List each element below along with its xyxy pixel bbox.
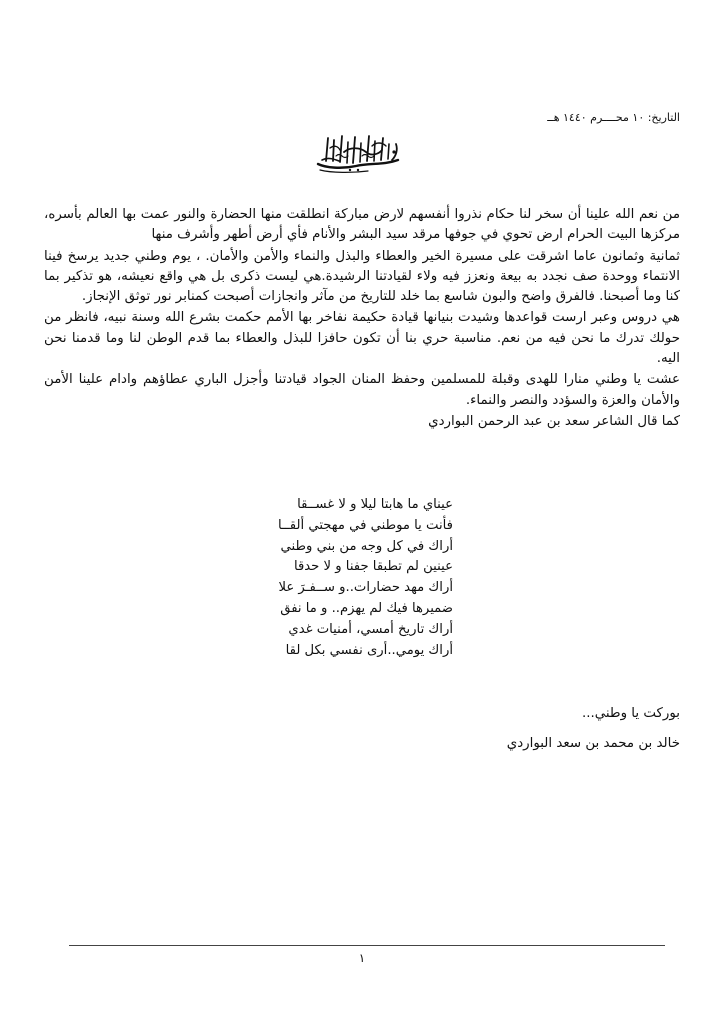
paragraph-lessons: هي دروس وعبر ارست قواعدها وشيدت بنيانها قيادة حكيمة نفاخر بها الأمم حكمت بشرع الله وسنة نبيه، فانظر من حولك تدرك ما نحن فيه من نعم. مناسبة حري بنا أن تكون حافزا للبذل والعطاء بما قدم الوطن لنا وما قدمنا نحن اليه.: [44, 310, 680, 367]
basmala-calligraphy-graphic: [312, 130, 404, 176]
paragraph-intro: من نعم الله علينا أن سخر لنا حكام نذروا أنفسهم لارض مباركة انطلقت منها الحضارة والنور عمت بها العالم بأسره، مركزها البيت الحرام ارض تحوي في جوفها مرقد سيد البشر والأنام فأي أرض أطهر وأشرف منها: [44, 207, 680, 243]
paragraph-national-day: ثمانية وثمانون عاما اشرقت على مسيرة الخير والعطاء والبذل والنماء والأمن والأمان. ، يوم وطني جديد يرسخ فينا الانتماء ووحدة صف نجدد به بيعة ونعزز فيه ولاء لقيادتنا الرشيدة.هي ليست ذكرى بل هي واقع نعيشه، هو تذكير بما كنا وما أصبحنا. فالفرق واضح والبون شاسع بما خلد للتاريخ من مآثر وانجازات أصبحت كمنابر نور توثق الإنجاز.: [44, 248, 680, 305]
poem-line: فأنت يا موطني في مهجتي ألقــا: [278, 517, 453, 533]
poem-line: أراك في كل وجه من بني وطني: [280, 538, 453, 554]
poem-line: أراك مهد حضارات..و ســفـرَ علا: [278, 580, 453, 596]
poem-line: أراك يومي..أرى نفسي بكل لقا: [285, 642, 453, 658]
poem-line: أراك تاريخ أمسي، أمنيات غدي: [288, 621, 453, 637]
author-signature: خالد بن محمد بن سعد البواردي: [506, 736, 680, 751]
paragraph-poet-intro: كما قال الشاعر سعد بن عبد الرحمن البواردي: [428, 413, 680, 429]
page-number: ١: [358, 951, 366, 965]
poem-line: عيناي ما هابتا ليلا و لا غســقا: [297, 497, 453, 512]
letter-body: [44, 205, 680, 433]
poem-line: عينين لم تطبقا جفنا و لا حدقا: [293, 559, 453, 575]
closing-line: بوركت يا وطني...: [581, 706, 680, 721]
footer-divider: [69, 945, 665, 946]
poem-line: ضميرها فيك لم يهزم.. و ما نفق: [280, 600, 453, 616]
paragraph-wishes: عشت يا وطني منارا للهدى وقبلة للمسلمين وحفظ المنان الجواد قيادتنا وأجزل الباري عطاؤهم وادام علينا الأمن والأمان والعزة والسؤدد والنصر والنماء.: [44, 372, 680, 408]
document-date: التاريخ: ١٠ محــــرم ١٤٤٠ هــ: [547, 111, 680, 124]
poem: [273, 495, 453, 661]
basmala-calligraphy: [312, 130, 404, 176]
